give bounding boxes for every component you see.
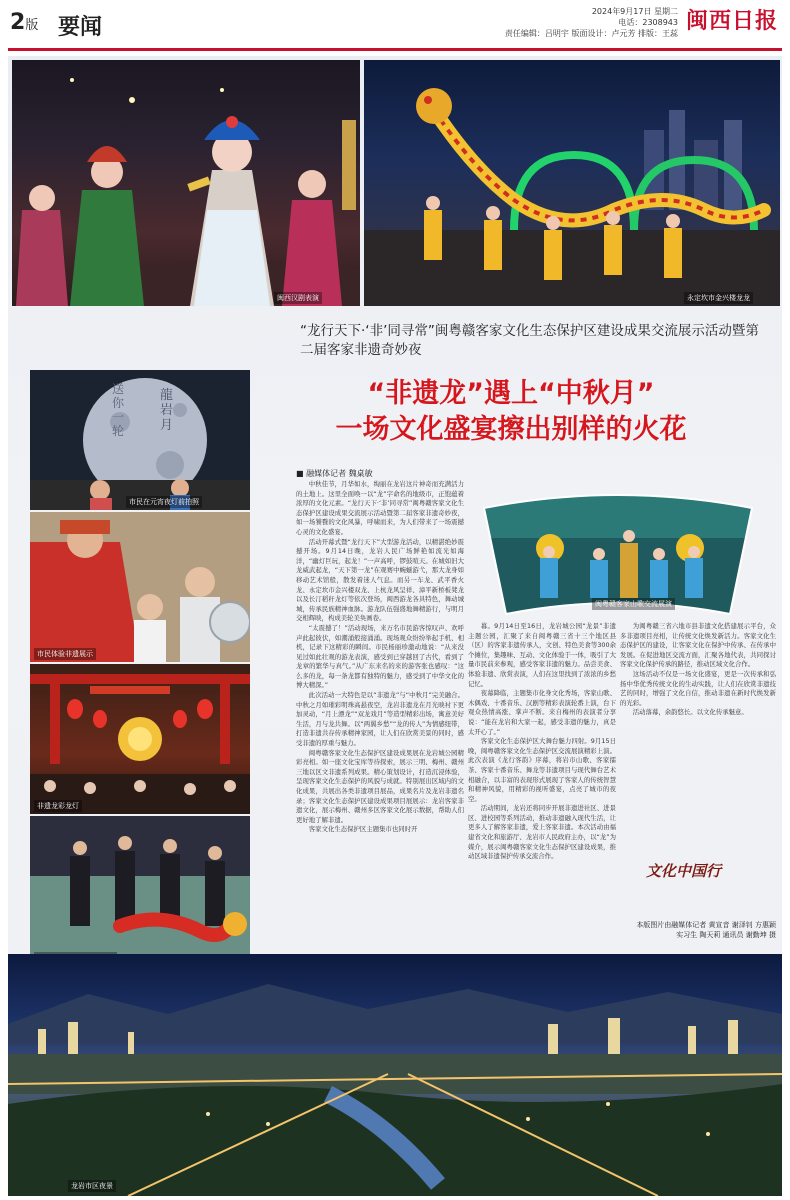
article-column-2 xyxy=(468,622,616,952)
photo-credits xyxy=(600,920,776,940)
article-column-1 xyxy=(296,480,464,952)
byline: ■ 融媒体记者 魏桌敏 xyxy=(296,469,373,478)
article-column-3 xyxy=(620,622,776,822)
page-suffix: 版 xyxy=(25,18,39,33)
page-header xyxy=(0,0,790,46)
newspaper-logo: 闽西日报 xyxy=(686,8,779,34)
opera-caption: 闽西汉剧表演 xyxy=(274,292,322,304)
paragraph: 闽粤赣客家文化生态保护区建设成果展在龙岩城公园精彩亮相。如一座文化宝库等待探索，展示三明、梅州、赣州三地以区文非遗系列成果。精心策划设计，打造沉浸体验，呈现客家文化生态保护的风貌与成就。特别展出区域内的文化成果，共展出各类非遗项目展品，成果名片及龙岩非遗名录；客家文化生态保护区建设成果项目展展示：龙岩客家非遗文化，展示梅州、赣州多区客家文化展示数据，帮助人们更好地了解非遗。 xyxy=(296,748,464,824)
paragraph: 这场活动不仅是一场文化盛宴，更是一次传承和弘扬中华优秀传统文化的生动实践，让人们在欣赏非遗技艺的同时，增强了文化自信，推动非遗在新时代焕发新的光彩。 xyxy=(620,669,776,707)
credits-line-1: 本版图片由融媒体记者 黄宣音 谢泽钊 方惠颖 xyxy=(636,921,776,929)
city-scene xyxy=(8,954,782,1196)
opera-photo xyxy=(12,60,360,306)
dragon-scene xyxy=(364,60,780,306)
paragraph: 客家文化生态保护区主题集市也同时开 xyxy=(308,825,418,834)
moon-scene xyxy=(30,370,250,510)
mask-caption: 市民体验非遗展示 xyxy=(34,648,96,660)
moon-installation-photo xyxy=(30,370,250,510)
city-night-photo xyxy=(8,954,782,1196)
stage-caption: 闽粤赣客家山歌交流展演 xyxy=(592,598,675,610)
headline-line-1: “非遗龙”遇上“中秋月” xyxy=(367,378,655,409)
page-number: 2版 xyxy=(10,10,39,35)
lantern-scene xyxy=(30,664,250,814)
stage-scene xyxy=(480,488,756,616)
performance-scene xyxy=(30,816,250,966)
paragraph: 活动开幕式暨“龙行天下”大型游龙活动，以精湛绝妙震撼开场。9月14日晚，龙岩人民广场鲜艳如流光如海洋，“幽灯巨玩，起龙！”一声高呼，锣鼓喧天。在城如旧大龙威武起龙，“天下第一龙”在观赛中蜿蜒游弋，那大龙身如移动艺术馆般，散发着迷人气息。而另一车龙、武平香火龙、永定坎市金兴楼双龙、上杭龙风呈祥、漳平新桥板凳龙以及长汀稻秆龙灯等依次登场，闽西游龙各具特色，舞动城城，传承民族精神血脉。游龙队伍强盛地舞精游行，与明月交相辉映，构成美轮美奂画卷。 xyxy=(296,537,464,623)
main-headline xyxy=(246,376,776,448)
paragraph: 此次活动一大特色是以“非遗龙”与“中秋月”完美融合。中秋之月如璀彩明珠高悬夜空，龙岩非遗龙在月光映衬下更加灵动，“月上漂龙”“双龙戏月”等造型精彩出场，寓意美好生活，月与龙共舞。以“两翼乡愁”“龙的传人”为情感纽带，打造非遗共存传承精神家园，让人们在欣赏美景的同时，感受非遗的厚重与魅力。 xyxy=(296,691,464,748)
lead-title: “龙行天下·‘非’同寻常”闽粤赣客家文化生态保护区建设成果交流展示活动暨第二届客家非遗奇妙夜 xyxy=(300,323,759,358)
moon-text-left: 送你一轮 xyxy=(112,382,125,438)
header-rule xyxy=(8,48,782,51)
mask-scene xyxy=(30,512,250,662)
credits-line-2: 实习生 陶天莉 通讯员 谢勤坤 摄 xyxy=(676,931,776,939)
paragraph: 客家文化生态保护区大舞台魅力四射。9月15日晚，闽粤赣客家文化生态保护区交流展演精彩上演。此次表演《龙行客韵》序幕，将岩市山歌、客家擂茶、客家十番音乐、舞龙等非遗项目与现代舞台艺术相融合，以丰富的表现形式展现了客家人的传统智慧和精神风貌，用精彩的视听盛宴，点亮了城市的夜空。 xyxy=(468,737,616,803)
editor-line: 责任编辑：吕明宇 版面设计：卢元芳 排版：王蕊 xyxy=(504,29,678,38)
lantern-photo xyxy=(30,664,250,814)
mask-experience-photo xyxy=(30,512,250,662)
section-title: 要闻 xyxy=(58,15,103,40)
moon-caption: 市民在元宵夜灯前拍照 xyxy=(126,496,202,508)
city-caption: 龙岩市区夜景 xyxy=(68,1180,116,1192)
paragraph: 活动落幕，余韵悠长。以文化传承魅意。 xyxy=(632,708,748,717)
phone-line: 电话：2308943 xyxy=(618,18,678,27)
paragraph: “太震撼了！”活动现场，来万名市民游客惊叹声、欢呼声此起彼伏，如潮涌般接涌涌。现场观众纷纷举起手机、相机，记录下这精彩的瞬间。市民杨丽珍激动地说：“从来没见过如此壮观的游龙表演，感受到已穿越回了古代，看到了龙章的繁华与真气。”从广东来名的来的游客张也感叹：“这么多的龙，每一条龙都有独特的魅力，感受到了中华文化的博大精深。” xyxy=(296,623,464,690)
paragraph: 活动期间，龙岩还将同步开展非遗进社区、进景区、进校园等系列活动，推动非遗融入现代生活，让更多人了解客家非遗，爱上客家非遗。本次活动由福建省文化和旅游厅、龙岩市人民政府主办，以“龙”为媒介，展示闽粤赣客家文化生态保护区建设成果，推动区域非遗保护传承交流合作。 xyxy=(468,804,616,861)
moon-text-right: 龍岩月 xyxy=(160,388,174,433)
dragon-caption: 永定坎市金兴楼龙龙 xyxy=(684,292,753,304)
header-info xyxy=(498,6,678,39)
lantern-caption: 非遗龙彩龙灯 xyxy=(34,800,82,812)
opera-scene xyxy=(12,60,360,306)
stage-fan-photo xyxy=(480,488,756,616)
dragon-dance-photo xyxy=(364,60,780,306)
performance-photo xyxy=(30,816,250,966)
paragraph: 中秋佳节，月华如水，绚丽在龙岩这片神奇而充满活力的土地上。这里全面唤一以“龙”字命名的地级市，正饱蕴着浓厚的文化元素。“龙行天下·‘非’同寻常”闽粤赣客家文化生态保护区建设成果交流展示活动暨第二届客家非遗奇妙夜，如一场饕餮的文化风暴，呼啸而来，为人们带来了一场震撼心灵的文化盛宴。 xyxy=(296,480,464,536)
headline-line-2: 一场文化盛宴擦出别样的火花 xyxy=(335,414,687,445)
date-line: 2024年9月17日 星期二 xyxy=(591,7,678,16)
culture-china-tag: 文化中国行 xyxy=(646,862,722,880)
paragraph: 夜幕降临，主题集市化身文化秀场，客家山歌、木偶戏、十番音乐、汉剧等精彩表演轮番上演，台下观众热情高涨、掌声不断。来自梅州的表演者分享说：“能在龙岩和大家一起，感受非遗的魅力，真是太开心了。” xyxy=(468,689,616,736)
paragraph: 为闽粤赣三省六地市县非遗文化搭建展示平台，众多非遗项目亮相，让传统文化焕发新活力。客家文化生态保护区的建设，让客家文化在保护中传承、在传承中发展。在促进地区交流方面，汇聚各地代表，共同探讨客家文化保护传承的路径，推动区域文化合作。 xyxy=(620,622,776,669)
paragraph: 幕。9月14日至16日，龙岩城公园“龙景”非遗主题公园，汇聚了来自闽粤赣三省十三个地区县（区）的客家非遗传承人，文创、特色美食等300余个摊位，集趣味、互动、文化体验于一体，吸引了大量市民前来参观，感受客家非遗的魅力。品尝美食、体验非遗、欣赏表演，人们在这里找到了浓浓的乡愁记忆。 xyxy=(468,622,616,688)
